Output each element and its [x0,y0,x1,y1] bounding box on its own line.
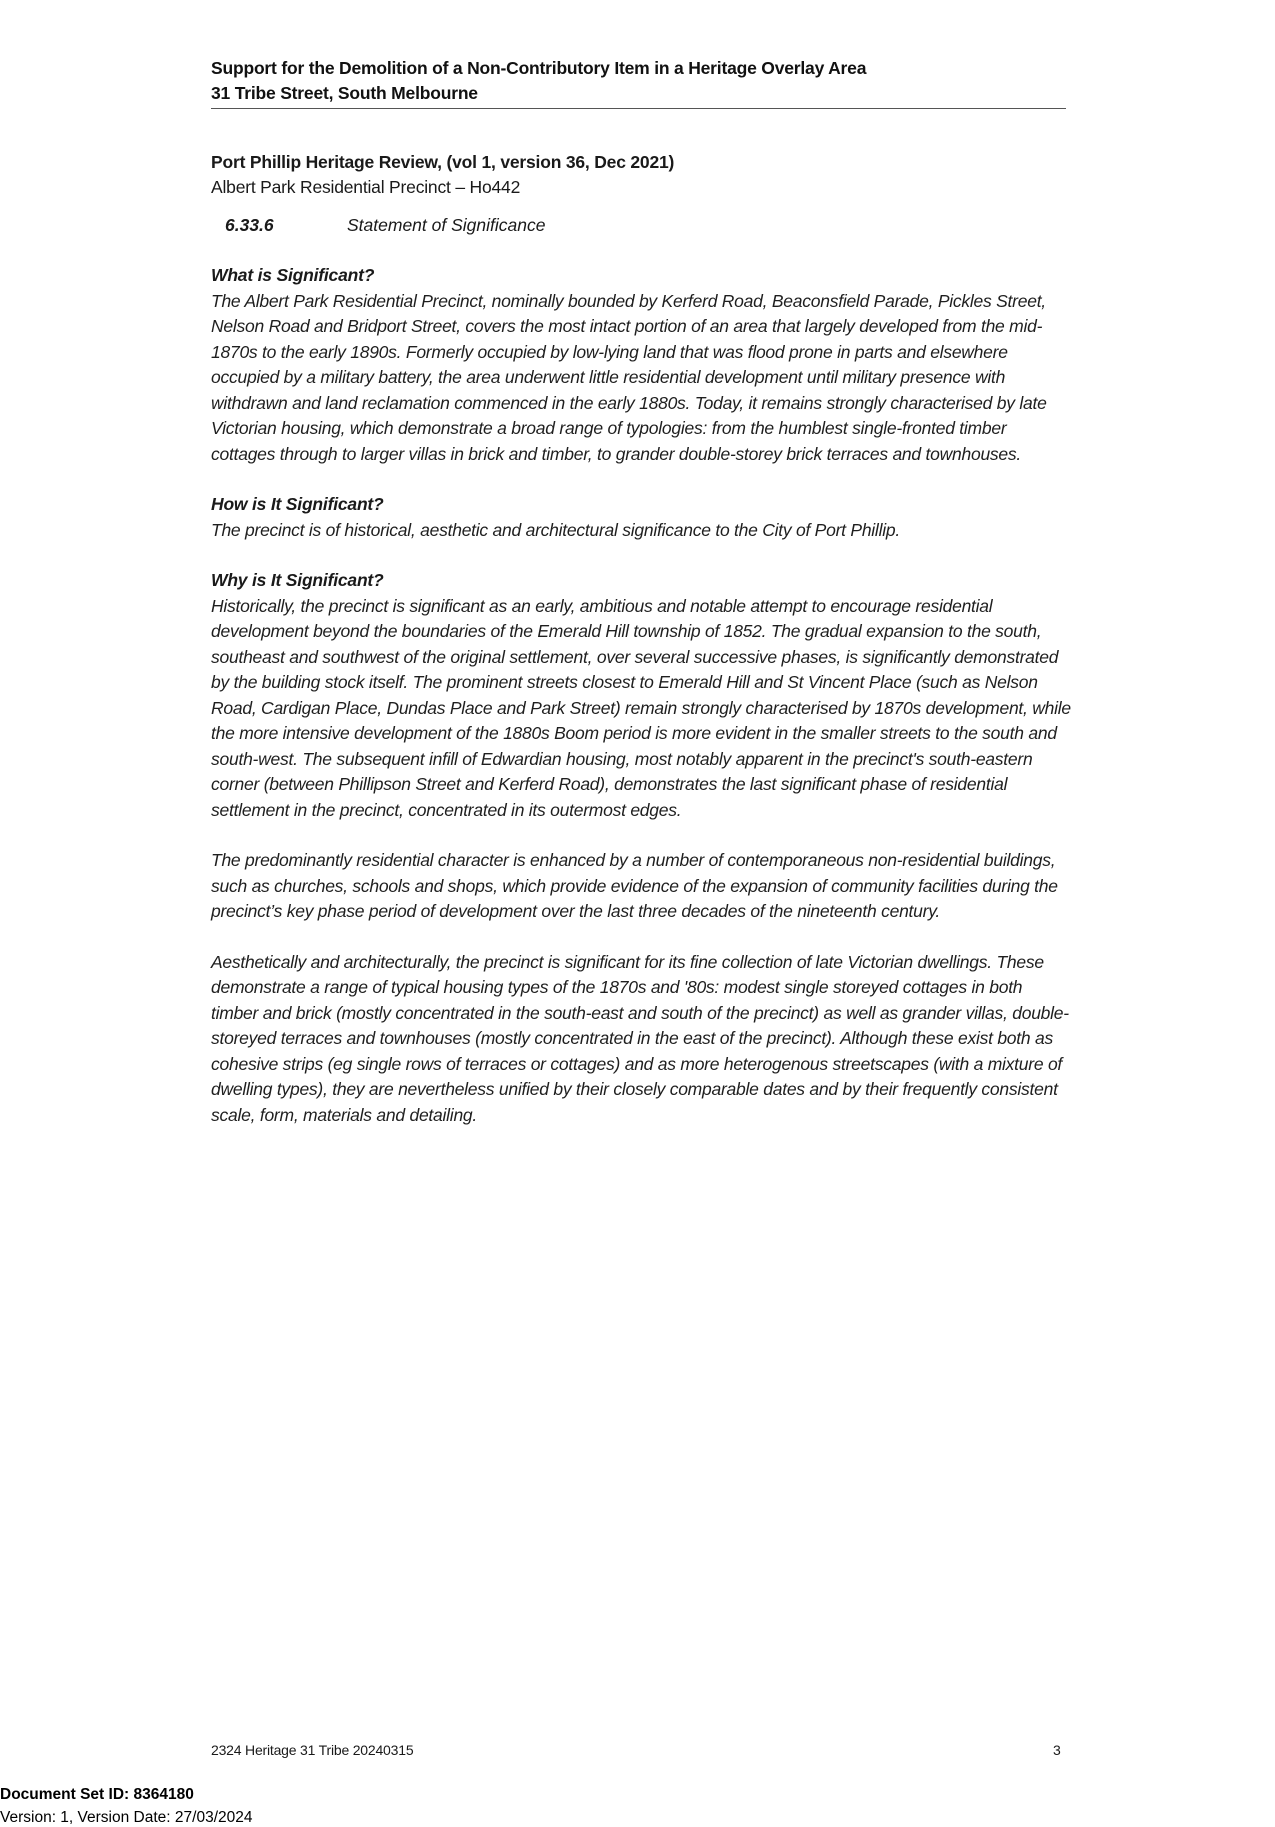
why-paragraph-residential: The predominantly residential character is enhanced by a number of contemporaneous non-residential buildings, such as churches, schools and shops, which provide evidence of the expansion of community facilities during the precinct’s key phase period of development over the last three decades of the nineteenth century. [211,850,1058,921]
section-number: 6.33.6 [225,215,274,235]
why-heading: Why is It Significant? [211,570,384,590]
document-body [211,150,1071,1128]
footer-document-ref: 2324 Heritage 31 Tribe 20240315 [211,1742,414,1758]
what-paragraph: The Albert Park Residential Precinct, nominally bounded by Kerferd Road, Beaconsfield Parade, Pickles Street, Nelson Road and Bridport Street, covers the most intact portion of an area that largely developed from the mid-1870s to the early 1890s. Formerly occupied by low-lying land that was flood prone in parts and elsewhere occupied by a military battery, the area underwent little residential development until military presence with withdrawn and land reclamation commenced in the early 1880s. Today, it remains strongly characterised by late Victorian housing, which demonstrate a broad range of typologies: from the humblest single-fronted timber cottages through to larger villas in brick and timber, to grander double-storey brick terraces and townhouses. [211,290,1047,464]
what-heading: What is Significant? [211,265,375,285]
why-paragraph-historical: Historically, the precinct is significant as an early, ambitious and notable attempt to encourage residential development beyond the boundaries of the Emerald Hill township of 1852. The gradual expansion to the south, southeast and southwest of the original settlement, over several successive phases, is significantly demonstrated by the building stock itself. The prominent streets closest to Emerald Hill and St Vincent Place (such as Nelson Road, Cardigan Place, Dundas Place and Park Street) remain strongly characterised by 1870s development, while the more intensive development of the 1880s Boom period is more evident in the smaller streets to the south and south-west. The subsequent infill of Edwardian housing, most notably apparent in the precinct's south-eastern corner (between Phillipson Street and Kerferd Road), demonstrates the last significant phase of residential settlement in the precinct, concentrated in its outermost edges. [211,595,1071,820]
document-version: Version: 1, Version Date: 27/03/2024 [0,1809,253,1826]
document-set-id: Document Set ID: 8364180 [0,1786,194,1803]
how-heading: How is It Significant? [211,494,384,514]
page-number: 3 [1053,1742,1061,1758]
header-title: Support for the Demolition of a Non-Contributory Item in a Heritage Overlay Area [211,58,867,78]
section-heading [225,213,1071,238]
how-paragraph: The precinct is of historical, aesthetic and architectural significance to the City of Port Phillip. [211,519,900,540]
page-header [211,56,1066,109]
reference-title: Port Phillip Heritage Review, (vol 1, version 36, Dec 2021) [211,152,675,172]
reference-subtitle: Albert Park Residential Precinct – Ho442 [211,177,521,197]
why-paragraph-aesthetic: Aesthetically and architecturally, the precinct is significant for its fine collection of late Victorian dwellings. These demonstrate a range of typical housing types of the 1870s and '80s: modest single storeyed cottages in both timber and brick (mostly concentrated in the south-east and south of the precinct) as well as grander villas, double-storeyed terraces and townhouses (mostly concentrated in the east of the precinct). Although these exist both as cohesive strips (eg single rows of terraces or cottages) and as more heterogenous streetscapes (with a mixture of dwelling types), they are nevertheless unified by their closely comparable dates and by their frequently consistent scale, form, materials and detailing. [211,951,1069,1125]
section-title: Statement of Significance [347,215,546,235]
header-address: 31 Tribe Street, South Melbourne [211,83,478,103]
